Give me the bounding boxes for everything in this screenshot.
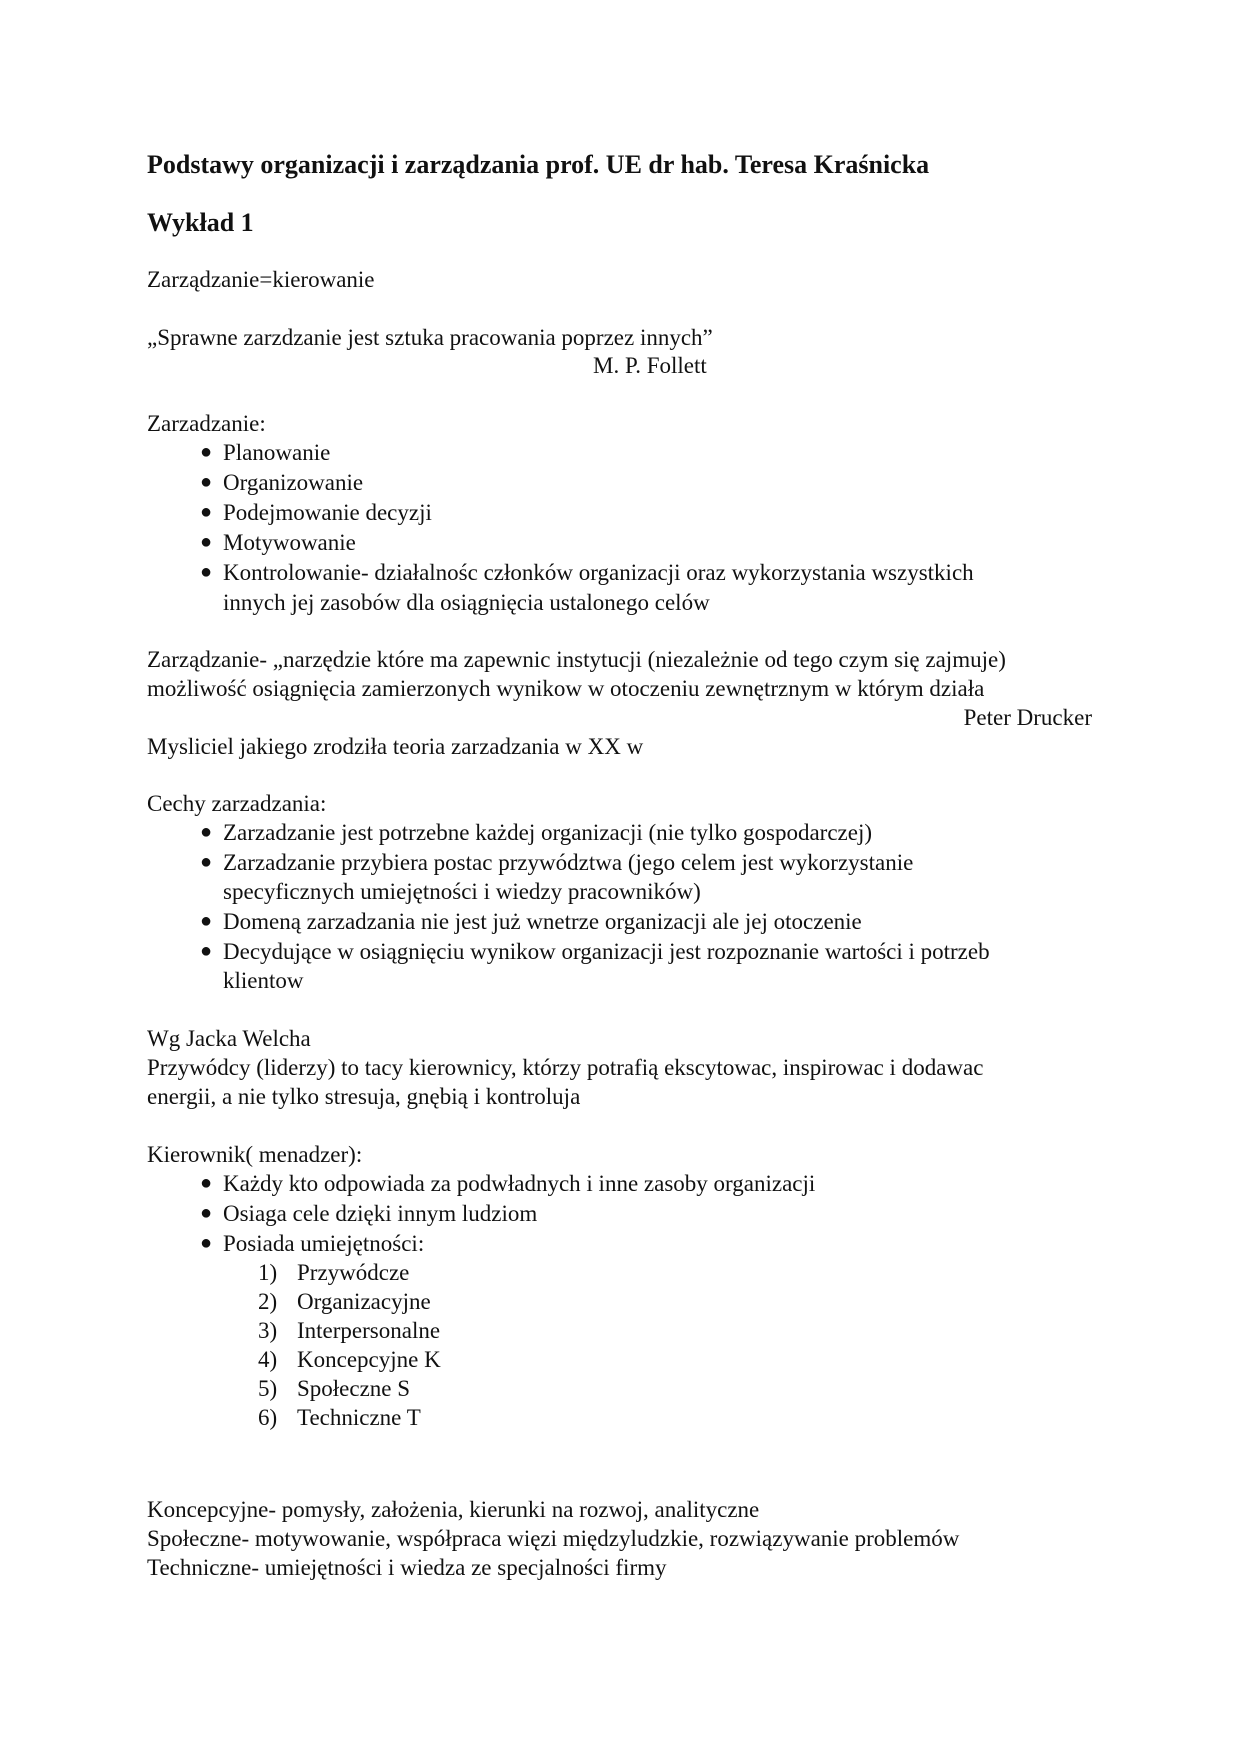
numbered-item: Organizacyjne — [297, 1289, 431, 1314]
bullet-marker: ● — [199, 471, 213, 493]
list-item: Posiada umiejętności: — [223, 1231, 425, 1256]
lecture-heading: Wykład 1 — [147, 208, 254, 237]
section-management-heading: Zarzadzanie: — [147, 411, 266, 436]
definition-social: Społeczne- motywowanie, współpraca więzi międzyludzkie, rozwiązywanie problemów — [147, 1526, 960, 1551]
bullet-marker: ● — [199, 940, 213, 962]
welch-line2: energii, a nie tylko stresuja, gnębią i kontroluja — [147, 1084, 581, 1109]
bullet-marker: ● — [199, 821, 213, 843]
document-title: Podstawy organizacji i zarządzania prof. UE dr hab. Teresa Kraśnicka — [147, 150, 930, 179]
bullet-marker: ● — [199, 851, 213, 873]
list-item: Decydujące w osiągnięciu wynikow organizacji jest rozpoznanie wartości i potrzeb — [223, 939, 990, 964]
bullet-marker: ● — [199, 441, 213, 463]
numbered-item-number: 5) — [258, 1376, 278, 1401]
list-item: Każdy kto odpowiada za podwładnych i inne zasoby organizacji — [223, 1171, 816, 1196]
list-item: Domeną zarzadzania nie jest już wnetrze organizacji ale jej otoczenie — [223, 909, 862, 934]
bullet-marker: ● — [199, 1202, 213, 1224]
numbered-item: Techniczne T — [297, 1405, 421, 1430]
definition-technical: Techniczne- umiejętności i wiedza ze specjalności firmy — [147, 1555, 667, 1580]
welch-heading: Wg Jacka Welcha — [147, 1026, 311, 1051]
list-item: Zarzadzanie jest potrzebne każdej organizacji (nie tylko gospodarczej) — [223, 820, 873, 845]
quote-follett-author: M. P. Follett — [593, 353, 707, 378]
numbered-item: Koncepcyjne K — [297, 1347, 441, 1372]
welch-line1: Przywódcy (liderzy) to tacy kierownicy, którzy potrafią ekscytowac, inspirowac i dodawac — [147, 1055, 984, 1080]
drucker-quote-author: Peter Drucker — [963, 705, 1092, 730]
numbered-item: Interpersonalne — [297, 1318, 441, 1343]
numbered-item-number: 2) — [258, 1289, 278, 1314]
numbered-item-number: 6) — [258, 1405, 278, 1430]
drucker-quote-line1: Zarządzanie- „narzędzie które ma zapewnic instytucji (niezależnie od tego czym się zajmuje) — [147, 647, 1006, 672]
bullet-marker: ● — [199, 910, 213, 932]
list-item: Zarzadzanie przybiera postac przywództwa (jego celem jest wykorzystanie — [223, 850, 914, 875]
manager-heading: Kierownik( menadzer): — [147, 1142, 363, 1167]
list-item: Osiaga cele dzięki innym ludziom — [223, 1201, 538, 1226]
list-item-continuation: innych jej zasobów dla osiągnięcia ustalonego celów — [223, 590, 710, 615]
list-item-continuation: specyficznych umiejętności i wiedzy pracowników) — [223, 879, 701, 904]
list-item-continuation: klientow — [223, 968, 304, 993]
numbered-item-number: 1) — [258, 1260, 278, 1285]
bullet-marker: ● — [199, 561, 213, 583]
bullet-marker: ● — [199, 1172, 213, 1194]
numbered-item-number: 4) — [258, 1347, 278, 1372]
list-item: Motywowanie — [223, 530, 356, 555]
list-item: Kontrolowanie- działalnośc członków organizacji oraz wykorzystania wszystkich — [223, 560, 974, 585]
definition-line: Zarządzanie=kierowanie — [147, 267, 375, 292]
quote-follett: „Sprawne zarzdzanie jest sztuka pracowania poprzez innych” — [147, 325, 713, 350]
drucker-quote-line2: możliwość osiągnięcia zamierzonych wynikow w otoczeniu zewnętrznym w którym działa — [147, 676, 985, 701]
section-features-heading: Cechy zarzadzania: — [147, 791, 327, 816]
list-item: Planowanie — [223, 440, 331, 465]
thinker-note: Mysliciel jakiego zrodziła teoria zarzadzania w XX w — [147, 734, 644, 759]
numbered-item: Przywódcze — [297, 1260, 410, 1285]
numbered-item-number: 3) — [258, 1318, 278, 1343]
numbered-item: Społeczne S — [297, 1376, 411, 1401]
bullet-marker: ● — [199, 1232, 213, 1254]
definition-conceptual: Koncepcyjne- pomysły, założenia, kierunki na rozwoj, analityczne — [147, 1497, 760, 1522]
list-item: Podejmowanie decyzji — [223, 500, 432, 525]
bullet-marker: ● — [199, 531, 213, 553]
bullet-marker: ● — [199, 501, 213, 523]
list-item: Organizowanie — [223, 470, 364, 495]
